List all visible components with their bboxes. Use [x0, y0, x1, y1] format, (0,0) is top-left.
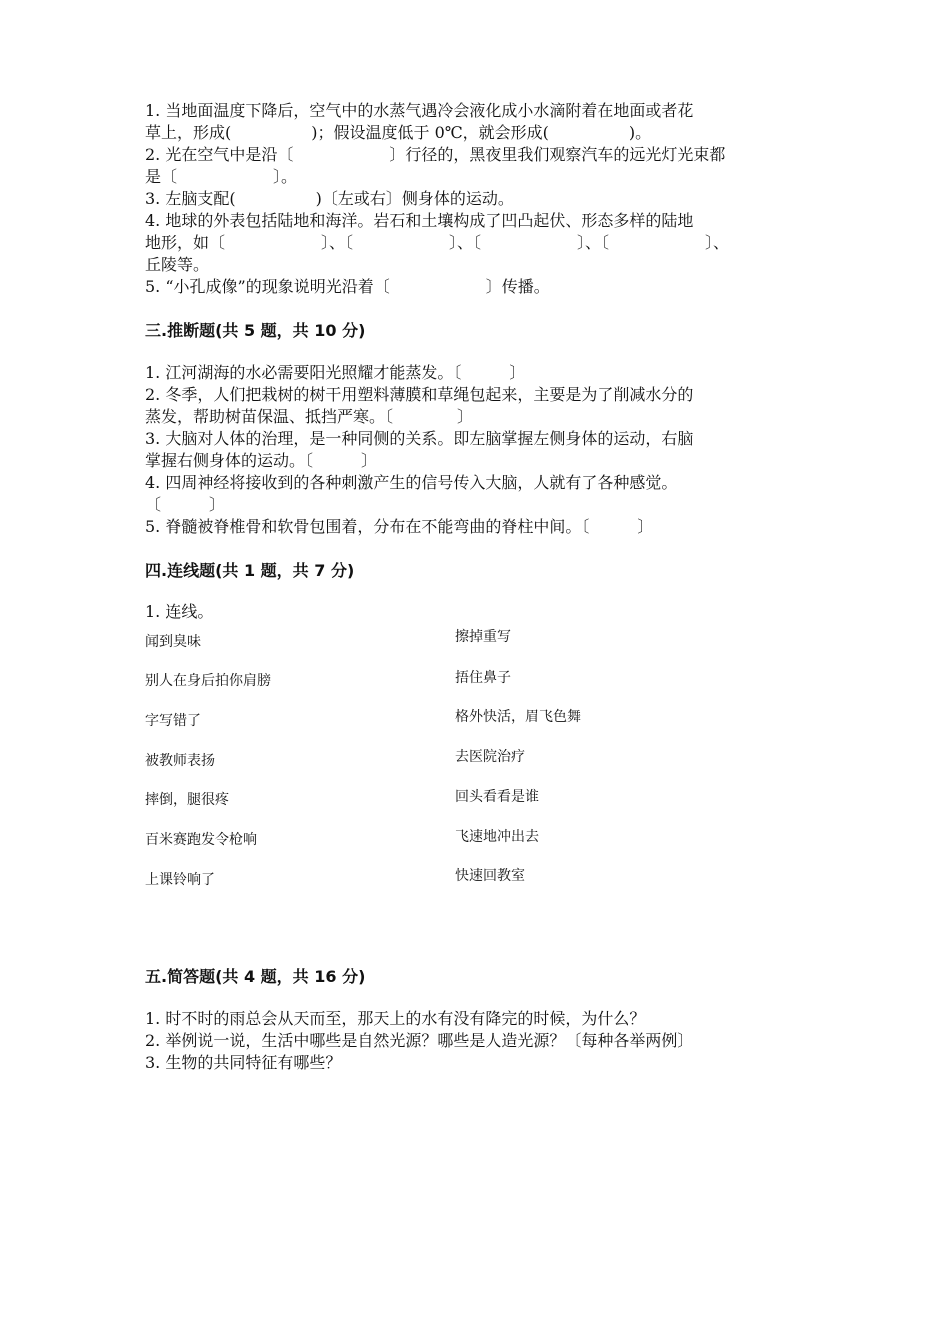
- judge-q5: 5. 脊髓被脊椎骨和软骨包围着，分布在不能弯曲的脊柱中间。〔 〕: [145, 517, 654, 536]
- fill-q4-line2: 地形，如〔 〕、〔 〕、〔 〕、〔 〕、: [145, 233, 730, 252]
- match-right-item: 捂住鼻子: [455, 670, 511, 686]
- fill-q2-line2: 是〔 〕。: [145, 167, 298, 186]
- match-right-item: 去医院治疗: [455, 749, 525, 765]
- judge-q2-line2: 蒸发，帮助树苗保温、抵挡严寒。〔 〕: [145, 407, 474, 426]
- match-left-item: 字写错了: [145, 713, 201, 729]
- section4-title: 四.连线题(共 1 题，共 7 分): [145, 561, 355, 580]
- match-right-item: 快速回教室: [455, 868, 525, 884]
- match-left-item: 闻到臭味: [145, 634, 201, 650]
- fill-q1-line1: 1. 当地面温度下降后，空气中的水蒸气遇冷会液化成小水滴附着在地面或者花: [145, 101, 694, 120]
- match-right-item: 擦掉重写: [455, 629, 511, 645]
- judge-q2-line1: 2. 冬季，人们把栽树的树干用塑料薄膜和草绳包起来，主要是为了削减水分的: [145, 385, 694, 404]
- match-left-item: 上课铃响了: [145, 872, 215, 888]
- short-q2: 2. 举例说一说，生活中哪些是自然光源？哪些是人造光源？〔每种各举两例〕: [145, 1031, 694, 1050]
- fill-q4-line3: 丘陵等。: [145, 255, 210, 274]
- fill-q2-line1: 2. 光在空气中是沿〔 〕行径的，黑夜里我们观察汽车的远光灯光束都: [145, 145, 726, 164]
- fill-q1-line2: 草上，形成( )；假设温度低于 0℃，就会形成( )。: [145, 123, 652, 142]
- judge-q1: 1. 江河湖海的水必需要阳光照耀才能蒸发。〔 〕: [145, 363, 526, 382]
- judge-q4-line1: 4. 四周神经将接收到的各种刺激产生的信号传入大脑，人就有了各种感觉。: [145, 473, 678, 492]
- judge-q4-line2: 〔 〕: [145, 495, 226, 514]
- match-left-item: 被教师表扬: [145, 753, 215, 769]
- short-q1: 1. 时不时的雨总会从天而至，那天上的水有没有降完的时候，为什么？: [145, 1009, 646, 1028]
- match-left-item: 摔倒，腿很疼: [145, 792, 229, 808]
- fill-q5: 5. “小孔成像”的现象说明光沿着〔 〕传播。: [145, 277, 550, 296]
- judge-q3-line1: 3. 大脑对人体的治理，是一种同侧的关系。即左脑掌握左侧身体的运动，右脑: [145, 429, 694, 448]
- match-right-item: 回头看看是谁: [455, 789, 539, 805]
- match-right-item: 飞速地冲出去: [455, 829, 539, 845]
- section5-title: 五.简答题(共 4 题，共 16 分): [145, 967, 366, 986]
- fill-q4-line1: 4. 地球的外表包括陆地和海洋。岩石和土壤构成了凹凸起伏、形态多样的陆地: [145, 211, 694, 230]
- match-left-item: 别人在身后拍你肩膀: [145, 673, 271, 689]
- match-left-item: 百米赛跑发令枪响: [145, 832, 257, 848]
- match-prompt: 1. 连线。: [145, 602, 214, 621]
- judge-q3-line2: 掌握右侧身体的运动。〔 〕: [145, 451, 378, 470]
- short-q3: 3. 生物的共同特征有哪些？: [145, 1053, 342, 1072]
- fill-q3: 3. 左脑支配( )〔左或右〕侧身体的运动。: [145, 189, 514, 208]
- match-right-item: 格外快活，眉飞色舞: [455, 709, 581, 725]
- section3-title: 三.推断题(共 5 题，共 10 分): [145, 321, 366, 340]
